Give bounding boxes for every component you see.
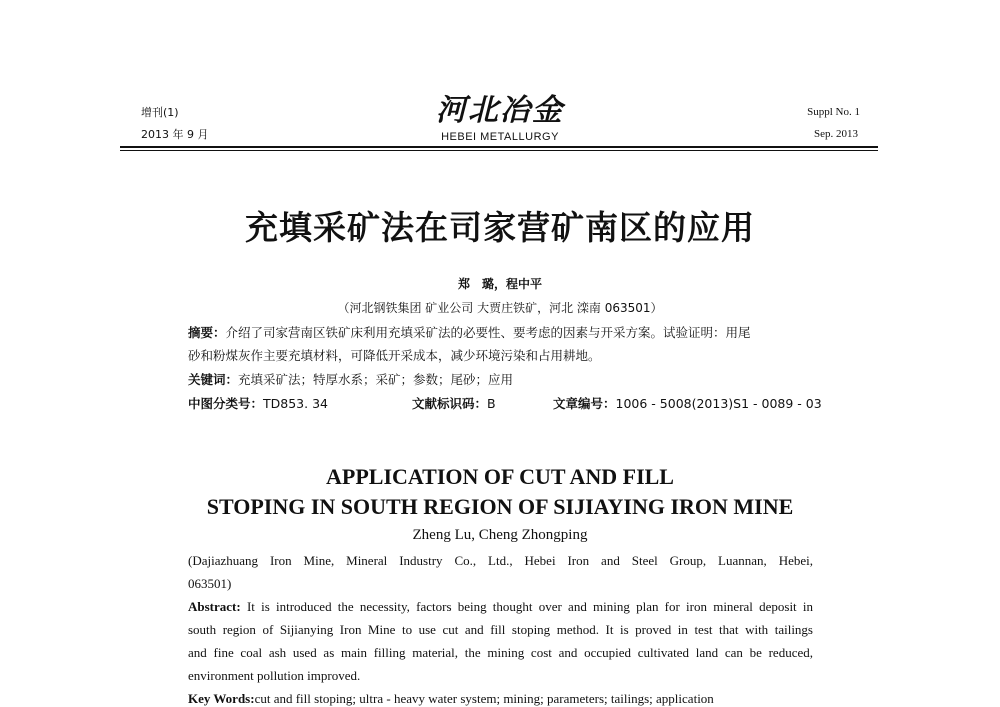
abstract-en-line3: and fine coal ash used as main filling material, the mining cost and occupied cultivated land can be reduced, (188, 645, 813, 660)
journal-name-en: HEBEI METALLURGY (441, 131, 559, 143)
issue-cn: 增刊(1) (141, 106, 179, 119)
header-rule (120, 146, 878, 148)
abstract-en-line4: environment pollution improved. (188, 668, 361, 683)
document-code: 文献标识码：B (412, 396, 496, 411)
date-cn: 2013 年 9 月 (141, 128, 209, 141)
clc-number: 中图分类号：TD853. 34 (188, 396, 328, 411)
issue-en: Suppl No. 1 (807, 106, 860, 118)
date-en: Sep. 2013 (814, 128, 858, 140)
keywords-en: Key Words:cut and fill stoping; ultra - heavy water system; mining; parameters; tailings; application (188, 691, 714, 706)
abstract-cn-line1: 介绍了司家营南区铁矿床利用充填采矿法的必要性、要考虑的因素与开采方案。试验证明：用尾 (225, 325, 751, 340)
title-en-line1: APPLICATION OF CUT AND FILL (326, 464, 674, 489)
abstract-cn (188, 325, 813, 341)
abstract-label-cn: 摘要： (188, 325, 226, 340)
abstract-en-line2: south region of Sijianying Iron Mine to use cut and fill stoping method. It is proved in test that with tailings (188, 622, 813, 637)
affiliation-en-line1: (Dajiazhuang Iron Mine, Mineral Industry Co., Ltd., Hebei Iron and Steel Group, Luannan, Hebei, (188, 553, 813, 568)
abstract-en-line1: Abstract: It is introduced the necessity, factors being thought over and mining plan for iron mineral deposit in (188, 599, 813, 614)
article-number: 文章编号：1006 - 5008(2013)S1 - 0089 - 03 (553, 396, 822, 411)
affiliation-cn: （河北钢铁集团 矿业公司 大贾庄铁矿，河北 滦南 063501） (337, 301, 663, 315)
title-cn: 充填采矿法在司家营矿南区的应用 (245, 208, 755, 247)
journal-logo: 河北冶金 (436, 93, 564, 128)
affiliation-en-line2: 063501) (188, 576, 232, 591)
authors-en: Zheng Lu, Cheng Zhongping (412, 527, 588, 543)
authors-cn: 郑 璐，程中平 (457, 277, 542, 291)
header-rule-thin (120, 150, 878, 151)
keywords-cn: 关键词：充填采矿法；特厚水系；采矿；参数；尾砂；应用 (188, 372, 514, 387)
title-en-line2: STOPING IN SOUTH REGION OF SIJIAYING IRON MINE (206, 494, 794, 519)
abstract-cn-line2: 砂和粉煤灰作主要充填材料，可降低开采成本，减少环境污染和占用耕地。 (188, 348, 601, 363)
